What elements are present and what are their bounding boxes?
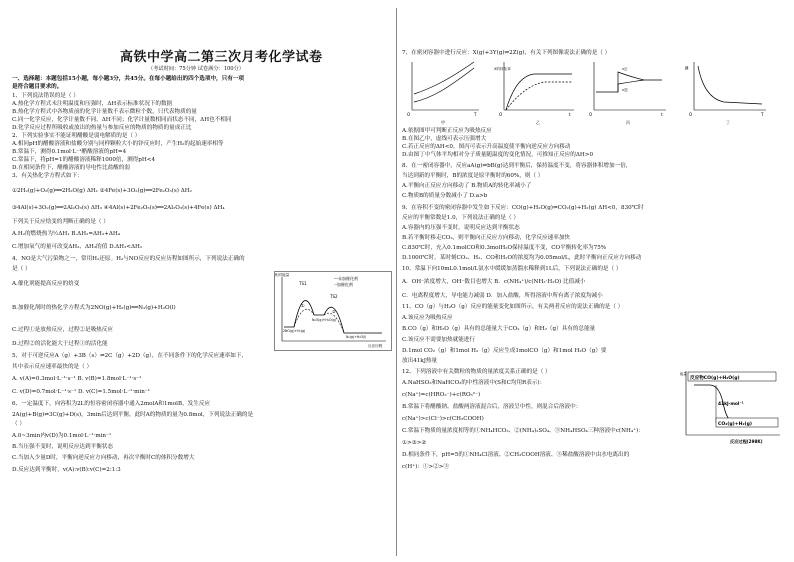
- q3-options-cd: C.增加氧气的量可改变ΔH₂、ΔH₃的值 D.ΔH₃<ΔH₂: [12, 244, 143, 250]
- q6-option-d: D.反应达到平衡时，v(A):v(B):v(C)=2:1:3: [12, 467, 121, 473]
- fig4-step1: ①: [301, 303, 305, 308]
- q12-option-a: A.NaHSO₃和NaHCO₃的中性溶液中(S和C均用R表示)：: [402, 380, 546, 386]
- page-subtitle: （考试时间：75分钟 试卷满分：100分）: [148, 66, 244, 72]
- fig4-mid: N₂O(g)+H₂O(g): [312, 318, 337, 322]
- q4-energy-diagram: [274, 271, 392, 351]
- graph-jia-t: T: [474, 112, 477, 117]
- column-divider: [396, 8, 397, 556]
- graph-yi-label: 乙: [536, 120, 540, 125]
- fig4-ylabel: 相对能量: [275, 273, 290, 277]
- fig4-ts2: TS2: [330, 294, 338, 299]
- q8-options-cd: C.物质B的质量分数减小了 D.a>b: [402, 193, 488, 199]
- q7-stem: 7、在密闭容器中进行反应：X(g)+3Y(g)⇌2Z(g)，有关下列图像说法正确的是（ ）: [402, 50, 611, 56]
- q3-question: 下列关于反应焓变的判断正确的是（ ）: [12, 219, 109, 225]
- graph-yi: [494, 62, 574, 125]
- fig4-ts1: TS1: [299, 281, 307, 286]
- q1-stem: 1、下列说法错误的是（ ）: [12, 93, 79, 99]
- q4-option-c: C.过程①是放热反应，过程②是吸热反应: [12, 327, 113, 333]
- graph-jia-origin: O: [407, 112, 411, 117]
- q8-options-ab: A.平衡向正反应方向移动了 B.物质A的转化率减小了: [402, 183, 532, 189]
- fig4-xlabel: 反应历程: [368, 344, 383, 348]
- fig11-reactants: 反应物CO(g)+H₂O(g): [690, 376, 740, 381]
- q2-option-c: C.常温下，将pH=1的醋酸溶液稀释1000倍，测得pH<4: [12, 157, 156, 163]
- q9-option-c: C.830℃时，充入0.1molCO和0.3molH₂O保持温度不变，CO平衡转化率为75%: [402, 245, 607, 251]
- q3-stem: 3、有关热化学方程式如下：: [12, 173, 83, 179]
- right-column: [402, 0, 786, 562]
- q5-stem-cont: 其中表示反应速率最快的是（ ）: [12, 364, 93, 370]
- q7-option-d: D.由图丁中气体平均相对分子质量随温度的变化情况，可推知正反应的ΔH>0: [402, 152, 594, 158]
- q4-option-a: A.催化剂能提高反应的焓变: [12, 281, 80, 287]
- graph-ding-origin: O: [689, 112, 693, 117]
- graph-bing-vni: v逆: [622, 88, 628, 92]
- fig4-legend-2: --加催化剂: [334, 282, 353, 287]
- q4-stem-cont: 是（ ）: [12, 266, 31, 272]
- graph-bing-vzheng: v正: [622, 67, 628, 71]
- q12-option-c-eq: ①>③>②: [402, 440, 427, 446]
- q2-option-d: D.在相同条件下，醋酸溶液的导电性比盐酸的弱: [12, 165, 130, 171]
- q12-option-d: D.相同条件下，pH=5的①NH₄Cl溶液、②CH₃COOH溶液、③稀盐酸溶液中由水电离出的: [402, 452, 630, 458]
- q2-option-b: B.常温下，测得0.1mol·L⁻¹醋酸溶液的pH=4: [12, 149, 127, 155]
- q3-options-ab: A.H₂的燃烧热为½ΔH₁ B.ΔH₂=ΔH₃+ΔH₄: [12, 231, 121, 237]
- q1-option-c: C.同一化学反应，化学计量数不同，ΔH不同；化学计量数相同而状态不同，ΔH也不相同: [12, 117, 232, 123]
- graph-bing: [589, 62, 666, 125]
- q9-option-b: B.若平衡时移走CO₂，则平衡向正反应方向移动，化学反应速率加快: [402, 235, 571, 241]
- q1-option-d: D.化学反应过程所吸收或放出的热量与参加反应的物质的物质的量成正比: [12, 125, 192, 131]
- q9-stem-cont: 反应的平衡常数是1.0，下列说法正确的是（ ）: [402, 215, 519, 221]
- q1-option-b: B.热化学方程式中各物质前的化学计量数不表示微粒个数，只代表物质的量: [12, 109, 197, 115]
- q5-options-ab: A. v(A)=0.3mol·L⁻¹·s⁻¹ B. v(B)=1.8mol·L⁻¹·s⁻¹: [12, 376, 142, 382]
- left-column: [12, 0, 392, 562]
- graph-yi-ylabel: X的转化率: [494, 67, 511, 71]
- fig4-end: N₂(g)+H₂O(l): [346, 335, 367, 339]
- q2-option-a: A.相同pH的醋酸溶液和盐酸分别与同样颗粒大小的锌反应时，产生H₂的起始速率相等: [12, 141, 224, 147]
- q7-option-a: A.依据图甲可判断正反应为吸热反应: [402, 128, 492, 134]
- q12-option-c: C.常温下物质的量浓度相等的①NH₄HCO₃、②(NH₄)₂SO₄、③NH₄HSO₄三种溶液中c(NH₄⁺)：: [402, 428, 644, 434]
- graph-ding-ylabel: M̄: [685, 66, 689, 71]
- q11-option-a: A.该反应为吸热反应: [402, 315, 453, 321]
- q3-equations-1: ①2H₂(g)+O₂(g)══2H₂O(g) ΔH₁ ②4Fe(s)+3O₂(g)══2Fe₂O₃(s) ΔH₂: [12, 188, 192, 194]
- q10-options-ab: A．OH⁻浓度增大，OH⁻数目也增大 B．c(NH₄⁺)/c(NH₃·H₂O) 比值减小: [402, 279, 586, 285]
- q10-stem: 10、常温下向10mL0.1mol/L氨水中缓缓加蒸馏水稀释到1L后，下列说法正确的是（ ）: [402, 266, 622, 272]
- q6-option-c: C.当加入少量D时，平衡向逆反应方向移动，再次平衡时C的体积分数增大: [12, 455, 195, 461]
- q6-option-a: A.0~3min内v(D)为0.1mol·L⁻¹·min⁻¹: [12, 433, 112, 439]
- q12-option-a-eq: c(Na⁺)=c(HRO₃⁻)+c(RO₃²⁻): [402, 392, 481, 398]
- q9-option-a: A.容器内的压强不变时，说明反应达到平衡状态: [402, 225, 520, 231]
- q7-option-b: B.在图乙中，虚线可表示压强增大: [402, 136, 487, 142]
- q1-option-a: A.热化学方程式未注明温度和压强时，ΔH表示标准状况下的数据: [12, 101, 173, 107]
- q5-options-cd: C. v(D)=0.7mol·L⁻¹·s⁻¹ D. v(C)=1.5mol·L⁻¹·min⁻¹: [12, 389, 151, 395]
- q11-energy-diagram: [680, 369, 784, 447]
- fig11-products: CO₂(g)+H₂(g): [718, 422, 752, 427]
- fig4-start: 2NO(g)+H₂(g): [283, 329, 306, 333]
- q3-equations-2: ③4Al(s)+3O₂(g)══2Al₂O₃(s) ΔH₃ ④4Al(s)+2Fe₂O₃(s)══2Al₂O₃(s)+4Fe(s) ΔH₄: [12, 205, 225, 211]
- q11-stem: 11、CO（g）与H₂O（g）反应的能量变化如图所示，有关两者反应的说法正确的是（ ）: [402, 304, 624, 310]
- q11-option-d-cont: 放出41kJ热量: [402, 358, 438, 364]
- graph-bing-t: t: [661, 112, 663, 117]
- q11-option-c: C.该反应不需要加热就能进行: [402, 337, 475, 343]
- fig11-ylabel: 能量: [680, 372, 687, 376]
- q4-stem: 4、NO是大气污染物之一，常用H₂还原。H₂与NO反应的反应历程如图所示，下列说法正确的: [12, 256, 245, 262]
- page-title: 高铁中学高二第三次月考化学试卷: [120, 50, 323, 65]
- graph-jia: [407, 62, 479, 125]
- section-heading-cont: 是符合题目要求的。: [12, 84, 63, 90]
- graph-yi-t: t: [569, 112, 571, 117]
- q12-option-b: B.常温下将醋酸钠、盐酸两溶液混合后，溶液呈中性，则混合后溶液中：: [402, 404, 582, 410]
- fig4-step2: ②: [332, 309, 336, 314]
- q7-option-c: C.若正反应的ΔH<0，图丙可表示升高温度使平衡向逆反应方向移动: [402, 144, 571, 150]
- q12-option-d-eq: c(H⁺)：①>②>③: [402, 464, 450, 470]
- graph-bing-label: 丙: [626, 120, 630, 125]
- graph-ding: [685, 62, 766, 125]
- q9-stem: 9、在容积不变的密闭容器中发生如下反应：CO(g)+H₂O(g)⇌CO₂(g)+H₂(g) ΔH<0，830℃时: [402, 205, 644, 211]
- q9-option-d: D.1000℃时，某时刻CO₂、H₂、CO和H₂O的浓度均为0.05mol/L，此时平衡向正反应方向移动: [402, 255, 642, 261]
- q8-stem-cont: 当达到新的平衡时，B的浓度是原平衡时的60%，则（ ）: [402, 173, 544, 179]
- fig4-legend-1: —未加催化剂: [334, 276, 358, 281]
- graph-ding-T: T: [761, 112, 764, 117]
- q4-option-d: D.过程②的活化能大于过程①的活化能: [12, 341, 108, 347]
- q7-graphs: [404, 58, 784, 126]
- q11-option-b: B.CO（g）和H₂O（g）具有的总能量大于CO₂（g）和H₂（g）具有的总能量: [402, 326, 596, 332]
- q6-option-b: B.当压强不变时，说明反应达到平衡状态: [12, 444, 113, 450]
- fig11-xlabel: 反应过程(298K): [730, 439, 763, 444]
- q5-stem: 5、对于可逆反应A（g）+3B（s）⇌2C（g）+2D（g），在不同条件下的化学反应速率如下，: [12, 353, 248, 359]
- graph-yi-origin: O: [499, 112, 503, 117]
- q10-options-cd: C．电离程度增大，导电能力减弱 D．加入盐酸，所得溶液中所有离子浓度均减小: [402, 293, 603, 299]
- q8-stem: 8、在一密闭容器中，反应aA(g)⇌bB(g)达到平衡后，保持温度不变，将容器体积增加一倍，: [402, 163, 632, 169]
- q4-option-b: B.加催化剂时的热化学方程式为2NO(g)+H₂(g)══N₂(g)+H₂O(l): [12, 305, 176, 311]
- q11-option-d: D.1mol CO₂（g）和1mol H₂（g）反应生成1molCO（g）和1mol H₂O（g）要: [402, 348, 607, 354]
- q6-stem-paren: （ ）: [12, 421, 25, 427]
- graph-bing-origin: O: [589, 112, 593, 117]
- section-heading: 一、选择题：本题包括15小题，每小题3分，共45分。在每小题给出的四个选项中，只有一项: [12, 76, 245, 82]
- q12-option-b-eq: c(Na⁺)>c(Cl⁻)>c(CH₃COOH): [402, 416, 484, 422]
- q6-stem-cont: 2A(g)+B(g)⇌3C(g)+D(s)，3min后达到平衡，此时A的物质的量为0.8mol，下列说法正确的是: [12, 412, 254, 418]
- q12-stem: 12、下列溶液中有关微粒的物质的量浓度关系正确的是（ ）: [402, 369, 551, 375]
- graph-jia-label: 甲: [441, 120, 445, 125]
- fig11-delta: 41kJ·mol⁻¹: [718, 402, 744, 407]
- q2-stem: 2、下列实验事实不能证明醋酸是弱电解质的是（ ）: [12, 133, 141, 139]
- q6-stem: 6、一定温度下，向容积为2L的恒容密闭容器中通入2molA和1molB，发生反应: [12, 401, 211, 407]
- graph-ding-label: 丁: [726, 120, 730, 125]
